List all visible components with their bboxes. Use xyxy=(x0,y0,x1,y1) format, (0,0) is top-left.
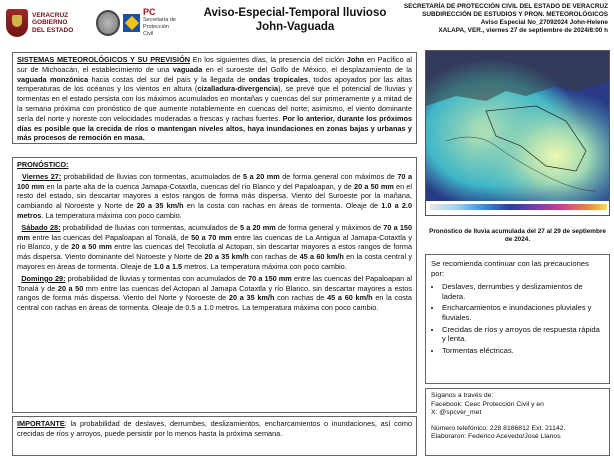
saturday-text-c: de forma general y máximos de xyxy=(275,222,384,232)
sunday-bold-3: 20 a 35 km/h xyxy=(228,293,275,303)
map-color-scale xyxy=(430,204,607,210)
pc-logo-text xyxy=(143,8,178,38)
important-section xyxy=(12,416,417,456)
pc-logo-sub: Secretaría de Protección Civil xyxy=(142,17,176,37)
systems-text-4: hacia costas del sur del país y la llegada de xyxy=(88,74,249,84)
sunday-bold-2: 20 a 50 xyxy=(57,283,84,293)
friday-text-e: en el resto del estado, sin descartar mayores a estos rangos de forma más dispersa. Viento del Suroeste por la mañana, cambiando al Noroeste y Norte de xyxy=(17,181,412,211)
facebook-link[interactable]: Facebook: Ceec Protección Civil y en xyxy=(431,400,544,408)
saturday-text-f: entre las cuencas del Tecolutla al Actopan, sin descartar mayores a estos rangos de forma más dispersa. Viento dominante del Noroeste y Norte de xyxy=(17,242,412,262)
friday-bold-5: 1.0 a 2.0 metros xyxy=(17,201,413,220)
friday-text-g: . La temperatura máxima con poco cambio. xyxy=(41,210,182,220)
saturday-bold-5: 20 a 35 km/h xyxy=(204,252,249,262)
recommendations-panel xyxy=(425,254,610,384)
friday-text-a: probabilidad de lluvias con tormentas, acumulados de xyxy=(61,171,244,181)
sunday-text-a: probabilidad de lluvias y tormentas con acumulados de xyxy=(65,273,249,283)
friday-bold-3: 20 a 50 mm xyxy=(354,181,394,191)
recommendations-intro: Se recomienda continuar con las precauciones por: xyxy=(431,259,589,278)
agency-line1: SECRETARÍA DE PROTECCIÓN CIVIL DEL ESTADO DE VERACRUZ xyxy=(403,3,608,10)
map-caption: Pronóstico de lluvia acumulada del 27 al 29 de septiembre de 2024. xyxy=(429,228,606,243)
title-line1: Aviso-Especial-Temporal lluvioso xyxy=(203,7,387,19)
friday-bold-1: 5 a 20 mm xyxy=(243,171,280,181)
systems-vaguada: vaguada xyxy=(172,64,203,74)
systems-text-5: , todos apoyados por las altas temperaturas de los océanos y los vientos en altura ( xyxy=(17,74,412,94)
systems-text-1: En los siguientes días, la presencia del ciclón xyxy=(190,55,347,64)
systems-section xyxy=(12,52,417,144)
agency-line3: Aviso Especial No_27092024 John-Helene xyxy=(480,18,608,26)
systems-vaguada-monzonica: vaguada monzónica xyxy=(17,74,89,84)
saturday-text-i: metros. La temperatura máxima con poco cambio. xyxy=(182,261,347,271)
recommendation-item: • Deslaves, derrumbes y deslizamientos de ladera. xyxy=(442,282,604,301)
veracruz-shield-icon xyxy=(6,9,28,37)
rainfall-map xyxy=(425,50,610,216)
forecast-heading: PRONÓSTICO: xyxy=(17,160,69,169)
friday-text-f: en la costa con rachas en áreas de tormenta. Oleaje de xyxy=(183,201,382,211)
contact-panel xyxy=(425,388,610,456)
sunday-text-d: mm entre las cuencas del Actopan al Jamapa Cotaxtla y río Blanco, sin descartar mayores a estos rangos de forma más dispersa. Viento del Norte y Noroeste de xyxy=(17,283,412,303)
header xyxy=(0,0,614,48)
forecast-day-sunday xyxy=(17,274,412,313)
systems-conclusion: Por lo anterior, durante los próximos días es posible que la crecida de ríos o mantengan niveles altos, haya inundaciones en zonas bajas y urbanas y más procesos de remoción en masa. xyxy=(17,113,412,143)
recommendation-item: • Encharcamientos e inundaciones pluviales y fluviales. xyxy=(442,303,604,322)
pc-logo xyxy=(96,6,178,40)
agency-line2: SUBDIRECCIÓN DE ESTUDIOS Y PRON. METEOROLÓGICOS xyxy=(422,10,608,18)
saturday-bold-1: 5 a 20 mm xyxy=(239,222,276,232)
saturday-bold-7: 1.0 a 1.5 xyxy=(153,261,183,271)
systems-ondas: ondas tropicales xyxy=(248,74,309,84)
saturday-text-h: en la costa central y mayores en áreas de tormenta. Oleaje de xyxy=(17,252,412,271)
authors: Elaboraron: Federico Acevedo/José Llanos xyxy=(431,433,561,441)
x-link[interactable]: X: @spcver_met xyxy=(431,409,482,417)
friday-label: Viernes 27: xyxy=(21,171,62,181)
forecast-section xyxy=(12,157,417,413)
sunday-text-c: entre las cuencas del Papaloapan al Tonalá y de xyxy=(17,273,413,293)
sunday-label: Domingo 29: xyxy=(21,273,66,283)
veracruz-logo xyxy=(6,6,88,40)
state-seal-icon xyxy=(96,10,120,36)
systems-text-2: en Pacífico al sur de Michoacán, el establecimiento de una xyxy=(17,55,412,74)
important-text: : la probabilidad de deslaves, derrumbes, deslizamientos, encharcamientos o inundaciones, así como crecidas de ríos y arroyos, puede persistir por lo menos hasta la próxima semana. xyxy=(17,419,412,438)
saturday-bold-2: 70 a 150 mm xyxy=(17,222,412,242)
sunday-bold-1: 70 a 150 mm xyxy=(248,273,292,283)
important-heading: IMPORTANTE xyxy=(17,419,65,428)
rainfall-map-graphic xyxy=(426,51,610,216)
agency-block xyxy=(390,3,608,35)
systems-heading: SISTEMAS METEOROLÓGICOS Y SU PREVISIÓN xyxy=(17,55,191,64)
recommendation-item: • Crecidas de ríos y arroyos de respuesta rápida y lenta. xyxy=(442,325,604,344)
systems-text-3: en el suroeste del Golfo de México, el desplazamiento de la xyxy=(202,64,412,74)
friday-bold-2: 70 a 100 mm xyxy=(17,171,413,191)
saturday-text-d: entre las cuencas del Papaloapan al Tonalá, de xyxy=(29,232,192,242)
systems-text-6: ), se prevé que el potencial de lluvias y tormentas en el estado persista con los máximos acumulados en montañas y cuencas del sur primeramente y a mitad de la semana próxima con pronóstico de que aumente notablemente en cuencas del norte; asimismo, el viento dominante sería del norte y noreste con velocidades moderadas a frescas y rachas fuertes. xyxy=(17,84,412,123)
recommendations-list xyxy=(431,282,604,355)
title-line2: John-Vaguada xyxy=(255,21,335,33)
sunday-bold-4: 45 a 60 km/h xyxy=(327,293,373,303)
sunday-text-f: en la costa central con rachas en áreas de tormenta. Oleaje de 0.5 a 1.0 metros. La temperatura máxima con poco cambio. xyxy=(17,293,412,313)
bulletin-title xyxy=(200,6,390,34)
veracruz-logo-text: VERACRUZ GOBIERNO DEL ESTADO xyxy=(32,11,74,34)
systems-cizalladura: cizalladura-divergencia xyxy=(197,84,279,94)
systems-john: John xyxy=(346,55,365,64)
sunday-text-e: con rachas de xyxy=(274,293,328,303)
saturday-text-e: entre las cuencas de La Antigua al Jamapa-Cotaxtla y río Blanco, y de xyxy=(17,232,412,252)
forecast-day-friday xyxy=(17,172,412,221)
saturday-bold-6: 45 a 60 km/h xyxy=(299,252,344,262)
saturday-text-g: con rachas de xyxy=(248,252,300,262)
friday-text-d: en la parte alta de la cuenca Jamapa-Cotaxtla, cuencas del río Blanco y del Papaloapan, y de xyxy=(44,181,355,191)
saturday-bold-3: 50 a 70 mm xyxy=(191,232,232,242)
phone-number: Número telefónico: 228 8186812 Ext. 21142. xyxy=(431,424,566,432)
pc-logo-letters: PC xyxy=(142,7,156,17)
follow-us: Síganos a través de: xyxy=(431,392,494,399)
friday-text-c: de forma general con máximos de xyxy=(279,171,398,181)
friday-bold-4: 20 a 35 km/h xyxy=(136,201,184,211)
issue-date: XALAPA, VER., viernes 27 de septiembre de 2024/8:00 h xyxy=(438,27,608,35)
saturday-bold-4: 20 a 50 mm xyxy=(71,242,112,252)
recommendation-item: • Tormentas eléctricas. xyxy=(442,346,604,356)
forecast-day-saturday xyxy=(17,223,412,272)
saturday-text-a: probabilidad de lluvias con tormentas, acumulados de xyxy=(60,222,240,232)
saturday-label: Sábado 28: xyxy=(21,222,61,232)
civil-protection-icon xyxy=(123,14,140,32)
